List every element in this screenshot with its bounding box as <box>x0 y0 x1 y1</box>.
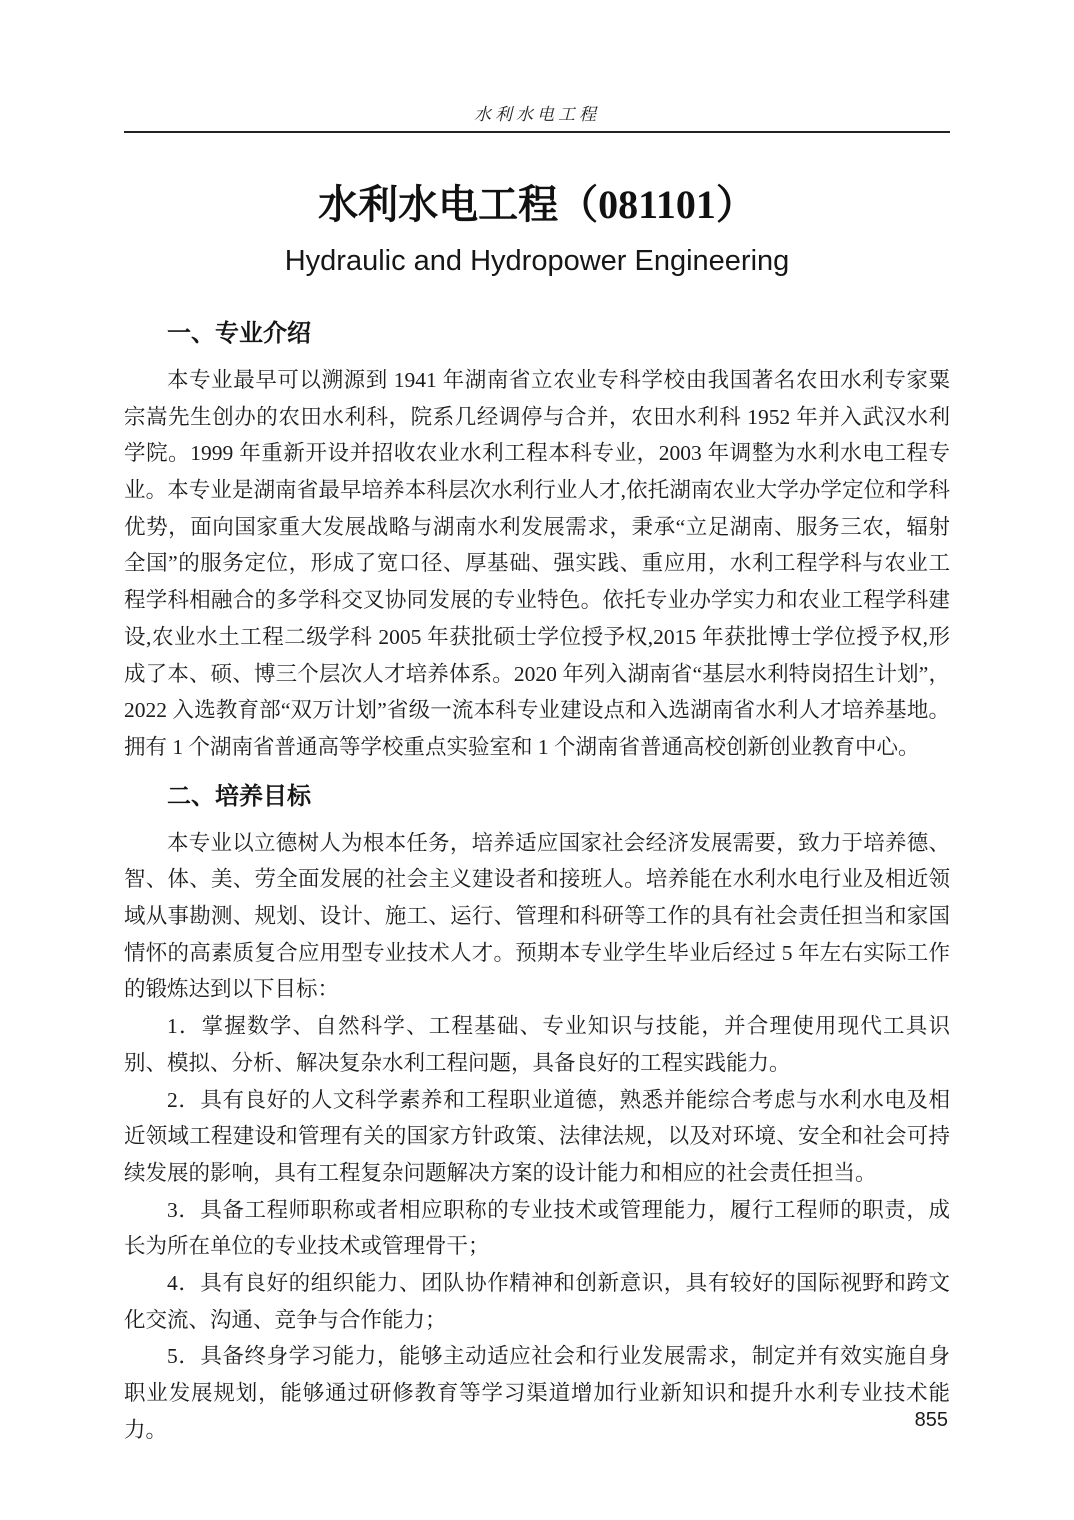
document-title-en: Hydraulic and Hydropower Engineering <box>284 245 790 277</box>
paragraph-introduction: 本专业最早可以溯源到 1941 年湖南省立农业专科学校由我国著名农田水利专家粟宗嵩先生创办的农田水利科，院系几经调停与合并，农田水利科 1952 年并入武汉水利学院。1999 年重新开设并招收农业水利工程本科专业，2003 年调整为水利水电工程专业。本专业是湖南省最早培养本科层次水利行业人才,依托湖南农业大学办学定位和学科优势，面向国家重大发展战略与湖南水利发展需求，秉承“立足湖南、服务三农，辐射全国”的服务定位，形成了宽口径、厚基础、强实践、重应用，水利工程学科与农业工程学科相融合的多学科交叉协同发展的专业特色。依托专业办学实力和农业工程学科建设,农业水土工程二级学科 2005 年获批硕士学位授予权,2015 年获批博士学位授予权,形成了本、硕、博三个层次人才培养体系。2020 年列入湖南省“基层水利特岗招生计划”，2022 入选教育部“双万计划”省级一流本科专业建设点和入选湖南省水利人才培养基地。拥有 1 个湖南省普通高等学校重点实验室和 1 个湖南省普通高校创新创业教育中心。 <box>124 367 950 759</box>
page-number: 855 <box>914 1409 948 1431</box>
section-objectives <box>124 782 950 1449</box>
section-introduction <box>124 319 950 766</box>
section-heading-introduction: 一、专业介绍 <box>167 319 311 347</box>
paragraph-objectives-intro: 本专业以立德树人为根本任务，培养适应国家社会经济发展需要，致力于培养德、智、体、美、劳全面发展的社会主义建设者和接班人。培养能在水利水电行业及相近领域从事勘测、规划、设计、施工、运行、管理和科研等工作的具有社会责任担当和家国情怀的高素质复合应用型专业技术人才。预期本专业学生毕业后经过 5 年左右实际工作的锻炼达到以下目标： <box>124 830 950 1002</box>
document-title-zh: 水利水电工程（081101） <box>318 182 756 227</box>
page-content <box>124 0 950 1449</box>
section-heading-objectives: 二、培养目标 <box>167 782 311 810</box>
objective-item-3: 3．具备工程师职称或者相应职称的专业技术或管理能力，履行工程师的职责，成长为所在单位的专业技术或管理骨干； <box>124 1197 950 1259</box>
header-rule <box>124 131 950 133</box>
objective-item-2: 2．具有良好的人文科学素养和工程职业道德，熟悉并能综合考虑与水利水电及相近领域工程建设和管理有关的国家方针政策、法律法规，以及对环境、安全和社会可持续发展的影响，具有工程复杂问题解决方案的设计能力和相应的社会责任担当。 <box>124 1087 950 1185</box>
running-header: 水利水电工程 <box>474 105 600 125</box>
objective-item-1: 1．掌握数学、自然科学、工程基础、专业知识与技能，并合理使用现代工具识别、模拟、分析、解决复杂水利工程问题，具备良好的工程实践能力。 <box>124 1014 950 1075</box>
objective-item-4: 4．具有良好的组织能力、团队协作精神和创新意识，具有较好的国际视野和跨文化交流、沟通、竞争与合作能力； <box>124 1271 950 1332</box>
objective-item-5: 5．具备终身学习能力，能够主动适应社会和行业发展需求，制定并有效实施自身职业发展规划，能够通过研修教育等学习渠道增加行业新知识和提升水利专业技术能力。 <box>124 1344 950 1442</box>
